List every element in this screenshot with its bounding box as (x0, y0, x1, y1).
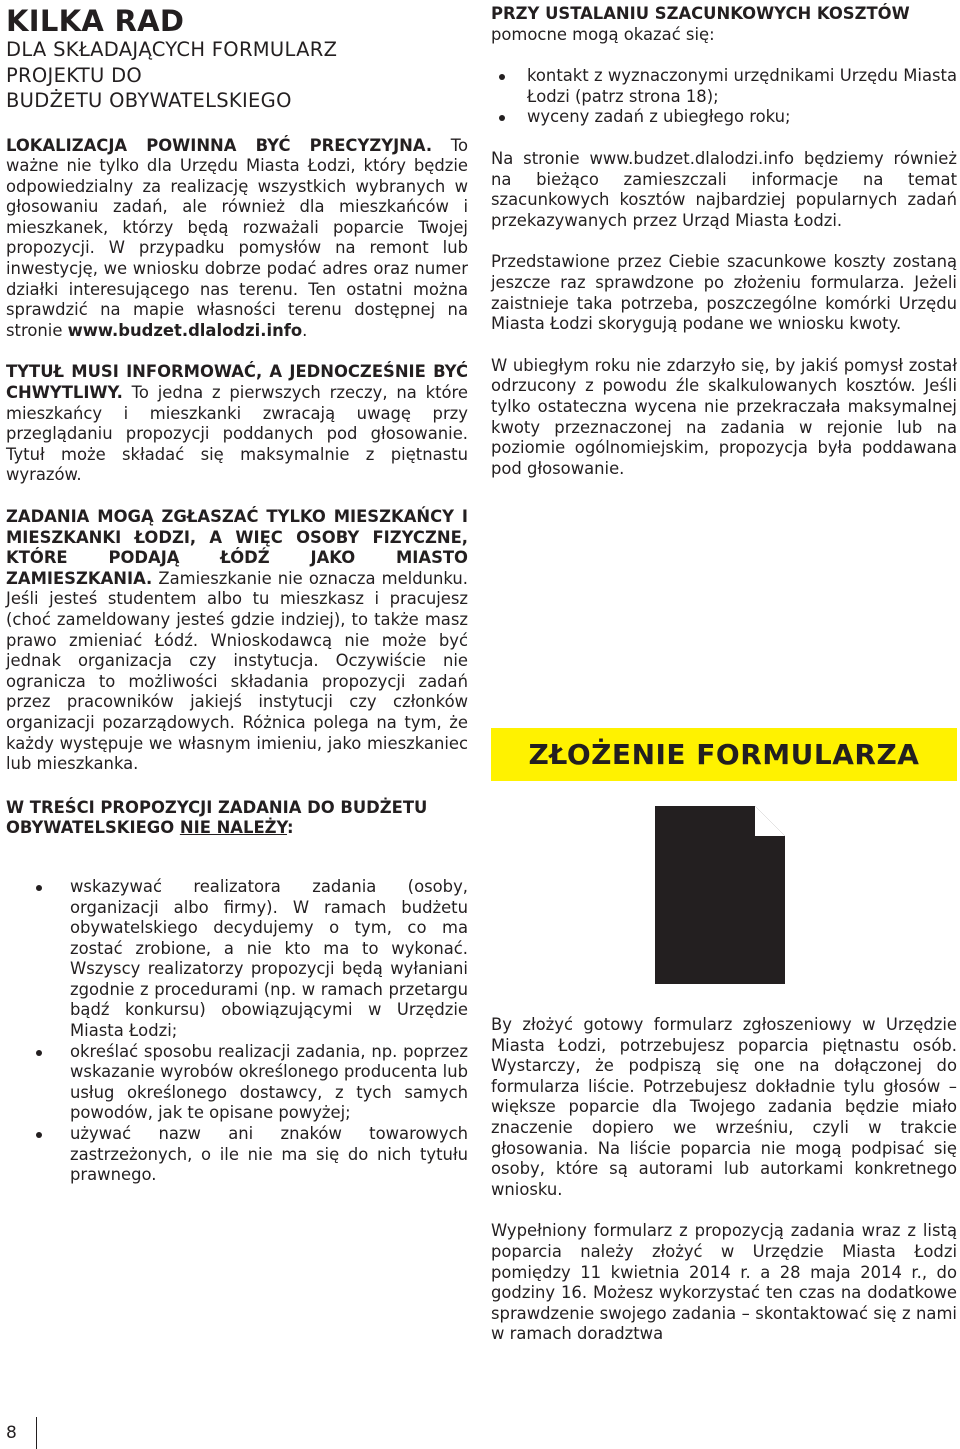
left-column (6, 0, 468, 1186)
paragraph-location-end: . (302, 320, 308, 340)
list-item: kontakt z wyznaczonymi urzędnikami Urzędu Miasta Łodzi (patrz strona 18); (491, 66, 957, 107)
list-item: wskazywać realizatora zadania (osoby, organizacji albo firmy). W ramach budżetu obywatelskiego decydujemy o tym, co ma zostać zrobione, a nie kto ma to wykonać. Wszyscy realizatorzy propozycji będą wyłaniani zgodnie z procedurami (np. w ramach przetargu bądź konkursu) obowiązującymi w Urzędzie Miasta Łodzi; (6, 877, 468, 1042)
page-number: 8 (6, 1423, 17, 1443)
budget-site-link[interactable]: www.budzet.dlalodzi.info (67, 320, 303, 340)
paragraph-location-heading: LOKALIZACJA POWINNA BYĆ PRECYZYJNA. (6, 135, 433, 155)
page-subtitle-line-2: PROJEKTU DO (6, 63, 143, 87)
not-allowed-heading-underlined: NIE NALEŻY (179, 818, 287, 838)
page-subtitle-line-1: DLA SKŁADAJĄCYCH FORMULARZ (6, 38, 338, 61)
right-column (491, 0, 957, 479)
paragraph-location-text: To ważne nie tylko dla Urzędu Miasta Łodzi, który będzie odpowiedzialny za realizację wszystkich wybranych w głosowaniu zadań, ale również dla mieszkańców i mieszkanek, którzy będą rozważali poparcie Twojej propozycji. W przypadku pomysłów na remont lub inwestycję, we wniosku dobrze podać adres oraz numer działki interesującego nas terenu. Ten ostatni można sprawdzić na mapie własności terenu dostępnej na stronie (6, 135, 468, 340)
costs-heading: PRZY USTALANIU SZACUNKOWYCH KOSZTÓW (491, 4, 910, 23)
list-item: używać nazw ani znaków towarowych zastrzeżonych, o ile nie ma się do nich tytułu prawnego. (6, 1124, 468, 1186)
paragraph-residents-heading: ZADANIA MOGĄ ZGŁASZAĆ TYLKO MIESZKAŃCY I MIESZKANKI ŁODZI, A WIĘC OSOBY FIZYCZNE, KTÓRE PODAJĄ ŁÓDŹ JAKO MIASTO ZAMIESZKANIA. (6, 507, 468, 588)
page-subtitle-line-3: BUDŻETU OBYWATELSKIEGO (6, 89, 292, 112)
section-banner (491, 728, 957, 781)
list-item: wyceny zadań z ubiegłego roku; (491, 107, 957, 128)
not-allowed-heading-colon: : (286, 818, 294, 838)
paragraph-title-text: To jedna z pierwszych rzeczy, na które mieszkańcy i mieszkanki zwracają uwagę przy przeglądaniu propozycji poddanych pod głosowanie. Tytuł może składać się maksymalnie z piętnastu wyrazów. (6, 383, 468, 485)
page-number-divider (36, 1417, 37, 1449)
paragraph-title (6, 362, 468, 486)
paragraph-verification: Przedstawione przez Ciebie szacunkowe koszty zostaną jeszcze raz sprawdzone po złożeniu formularza. Jeżeli zaistnieje taka potrzeba, poszczególne komórki Urzędu Miasta Łodzi skorygują podane we wniosku kwoty. (491, 252, 957, 334)
paragraph-website: Na stronie www.budzet.dlalodzi.info będziemy również na bieżąco zamieszczali informacje na temat szacunkowych kosztów najbardziej popularnych zadań przekazywanych przez Urząd Miasta Łodzi. (491, 148, 957, 230)
paragraph-residents (6, 507, 468, 775)
paragraph-title-heading: TYTUŁ MUSI INFORMOWAĆ, A JEDNOCZEŚNIE BYĆ CHWYTLIWY. (6, 362, 468, 403)
paragraph-not-allowed-heading (6, 798, 468, 839)
page-title: KILKA RAD (6, 4, 185, 38)
submission-text (491, 1015, 957, 1345)
list-item: określać sposobu realizacji zadania, np. poprzez wskazanie wyrobów określonego producenta lub usług określonego dostawcy, z tych samych powodów, jak te opisane powyżej; (6, 1042, 468, 1124)
paragraph-location (6, 136, 468, 342)
costs-intro: pomocne mogą okazać się: (491, 24, 715, 44)
not-allowed-list (6, 877, 468, 1186)
paragraph-last-year: W ubiegłym roku nie zdarzyło się, by jakiś pomysł został odrzucony z powodu źle skalkulowanych kosztów. Jeśli tylko ostateczna wycena nie przekraczała maksymalnej kwoty przeznaczonej na zadania w rejonie lub na poziomie ogólnomiejskim, propozycja była poddawana pod głosowanie. (491, 355, 957, 478)
document-icon (655, 806, 785, 984)
paragraph-support: By złożyć gotowy formularz zgłoszeniowy w Urzędzie Miasta Łodzi, potrzebujesz poparcia piętnastu osób. Wystarczy, że podpiszą się one na dołączonej do formularza liście. Potrzebujesz dokładnie tylu głosów – większe poparcie dla Twojego zadania będzie miało znaczenie dopiero we wrześniu, czyli w trakcie głosowania. Na liście poparcia nie mogą podpisać się osoby, które są autorami lub autorkami konkretnego wniosku. (491, 1015, 957, 1199)
costs-list (491, 66, 957, 128)
paragraph-deadline: Wypełniony formularz z propozycją zadania wraz z listą poparcia należy złożyć w Urzędzie Miasta Łodzi pomiędzy 11 kwietnia 2014 r. a 28 maja 2014 r., do godziny 16. Możesz wykorzystać ten czas na dodatkowe sprawdzenie swojego zadania – skontaktować się z nami w ramach doradztwa (491, 1221, 957, 1344)
not-allowed-heading-part-1: W TREŚCI PROPOZYCJI ZADANIA DO BUDŻETU OBYWATELSKIEGO (6, 797, 428, 838)
section-title: ZŁOŻENIE FORMULARZA (528, 738, 920, 771)
paragraph-residents-text: Zamieszkanie nie oznacza meldunku. Jeśli jesteś studentem albo tu mieszkasz i pracujesz (choć zameldowany jesteś gdzie indziej), to także masz prawo zmieniać Łódź. Wnioskodawcą nie może być jednak organizacja czy instytucja. Oczywiście nie ogranicza to możliwości składania propozycji zadań przez pracowników jakiejś instytucji czy członków organizacji pozarządowych. Różnica polega na tym, że każdy występuje we własnym imieniu, jako mieszkaniec lub mieszkanka. (6, 568, 468, 774)
